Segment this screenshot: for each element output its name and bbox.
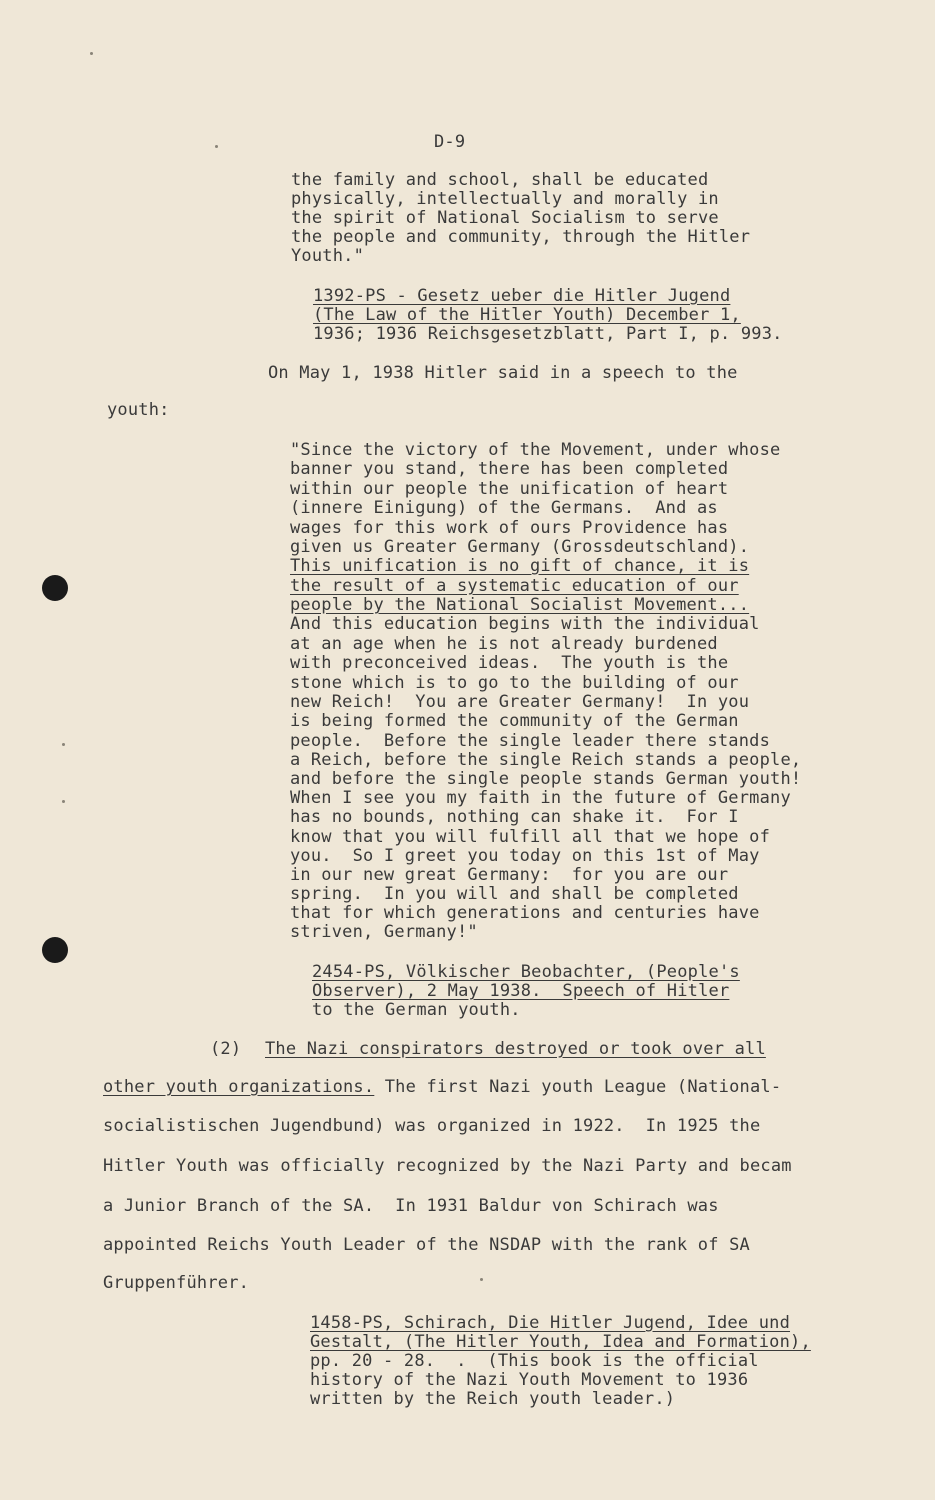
quote-2-line: spring. In you will and shall be completed bbox=[290, 884, 739, 904]
paper-speck bbox=[215, 145, 218, 148]
section-heading: The Nazi conspirators destroyed or took over all bbox=[265, 1039, 766, 1059]
paragraph-line-1 bbox=[103, 1078, 781, 1097]
quote-2-line: that for which generations and centuries have bbox=[290, 903, 760, 923]
punch-hole-bottom bbox=[42, 937, 68, 963]
paragraph-line: a Junior Branch of the SA. In 1931 Baldur von Schirach was bbox=[103, 1196, 719, 1216]
quote-2-line: And this education begins with the individual bbox=[290, 614, 760, 634]
paper-speck bbox=[480, 1278, 483, 1281]
quote-2-line: given us Greater Germany (Grossdeutschland). bbox=[290, 537, 750, 557]
quote-1-line: the people and community, through the Hitler bbox=[291, 227, 751, 247]
citation-3-line: written by the Reich youth leader.) bbox=[310, 1389, 676, 1409]
quote-2-line: is being formed the community of the German bbox=[290, 711, 739, 731]
quote-2-line: people. Before the single leader there stands bbox=[290, 731, 771, 751]
citation-2-line: 2454-PS, Völkischer Beobachter, (People's bbox=[312, 962, 740, 982]
quote-2-line: know that you will fulfill all that we hope of bbox=[290, 827, 771, 847]
quote-2-line: banner you stand, there has been completed bbox=[290, 459, 729, 479]
quote-2-line: "Since the victory of the Movement, under whose bbox=[290, 440, 781, 460]
paragraph-line: Hitler Youth was officially recognized by the Nazi Party and becam bbox=[103, 1156, 792, 1176]
quote-2-line: new Reich! You are Greater Germany! In you bbox=[290, 692, 750, 712]
quote-2-line: When I see you my faith in the future of Germany bbox=[290, 788, 791, 808]
quote-2-line: with preconceived ideas. The youth is the bbox=[290, 653, 729, 673]
paragraph-line: Gruppenführer. bbox=[103, 1273, 250, 1293]
citation-2-line: Observer), 2 May 1938. Speech of Hitler bbox=[312, 981, 730, 1001]
quote-1-line: the family and school, shall be educated bbox=[291, 170, 709, 190]
section-number: (2) bbox=[210, 1039, 242, 1059]
quote-2-line: has no bounds, nothing can shake it. For I bbox=[290, 807, 739, 827]
citation-3-line: Gestalt, (The Hitler Youth, Idea and Formation), bbox=[310, 1332, 811, 1352]
quote-1-line: the spirit of National Socialism to serve bbox=[291, 208, 719, 228]
quote-2-line: within our people the unification of heart bbox=[290, 479, 729, 499]
paper-speck bbox=[90, 52, 93, 55]
paper-speck bbox=[62, 743, 65, 746]
citation-1-line: 1392-PS - Gesetz ueber die Hitler Jugend bbox=[313, 286, 731, 306]
citation-3-line: pp. 20 - 28. . (This book is the official bbox=[310, 1351, 759, 1371]
quote-2-line: (innere Einigung) of the Germans. And as bbox=[290, 498, 718, 518]
citation-1-line: (The Law of the Hitler Youth) December 1, bbox=[313, 305, 741, 325]
paper-speck bbox=[62, 800, 65, 803]
quote-2-line: striven, Germany!" bbox=[290, 922, 478, 942]
punch-hole-top bbox=[42, 575, 68, 601]
quote-2-line: the result of a systematic education of our bbox=[290, 576, 739, 596]
quote-2-line: This unification is no gift of chance, it is bbox=[290, 556, 750, 576]
paragraph-line: appointed Reichs Youth Leader of the NSDAP with the rank of SA bbox=[103, 1235, 750, 1255]
page-number: D-9 bbox=[434, 132, 466, 152]
quote-2-line: in our new great Germany: for you are our bbox=[290, 865, 729, 885]
quote-2-line: stone which is to go to the building of our bbox=[290, 673, 739, 693]
quote-2-line: you. So I greet you today on this 1st of May bbox=[290, 846, 760, 866]
quote-1-line: physically, intellectually and morally in bbox=[291, 189, 719, 209]
intro-line: On May 1, 1938 Hitler said in a speech to the bbox=[268, 363, 738, 383]
quote-2-line: a Reich, before the single Reich stands a people, bbox=[290, 750, 802, 770]
paragraph-line: socialistischen Jugendbund) was organized in 1922. In 1925 the bbox=[103, 1116, 761, 1136]
citation-1-line: 1936; 1936 Reichsgesetzblatt, Part I, p. 993. bbox=[313, 324, 783, 344]
intro-line: youth: bbox=[107, 400, 170, 420]
citation-3-line: 1458-PS, Schirach, Die Hitler Jugend, Idee und bbox=[310, 1313, 791, 1333]
quote-1-line: Youth." bbox=[291, 246, 365, 266]
quote-2-line: and before the single people stands German youth! bbox=[290, 769, 802, 789]
quote-2-line: wages for this work of ours Providence has bbox=[290, 518, 729, 538]
paragraph-text: The first Nazi youth League (National- bbox=[374, 1077, 782, 1097]
citation-3-line: history of the Nazi Youth Movement to 1936 bbox=[310, 1370, 749, 1390]
citation-2-line: to the German youth. bbox=[312, 1000, 521, 1020]
quote-2-line: at an age when he is not already burdened bbox=[290, 634, 718, 654]
section-heading-continued: other youth organizations. bbox=[103, 1077, 375, 1097]
quote-2-line: people by the National Socialist Movement... bbox=[290, 595, 750, 615]
